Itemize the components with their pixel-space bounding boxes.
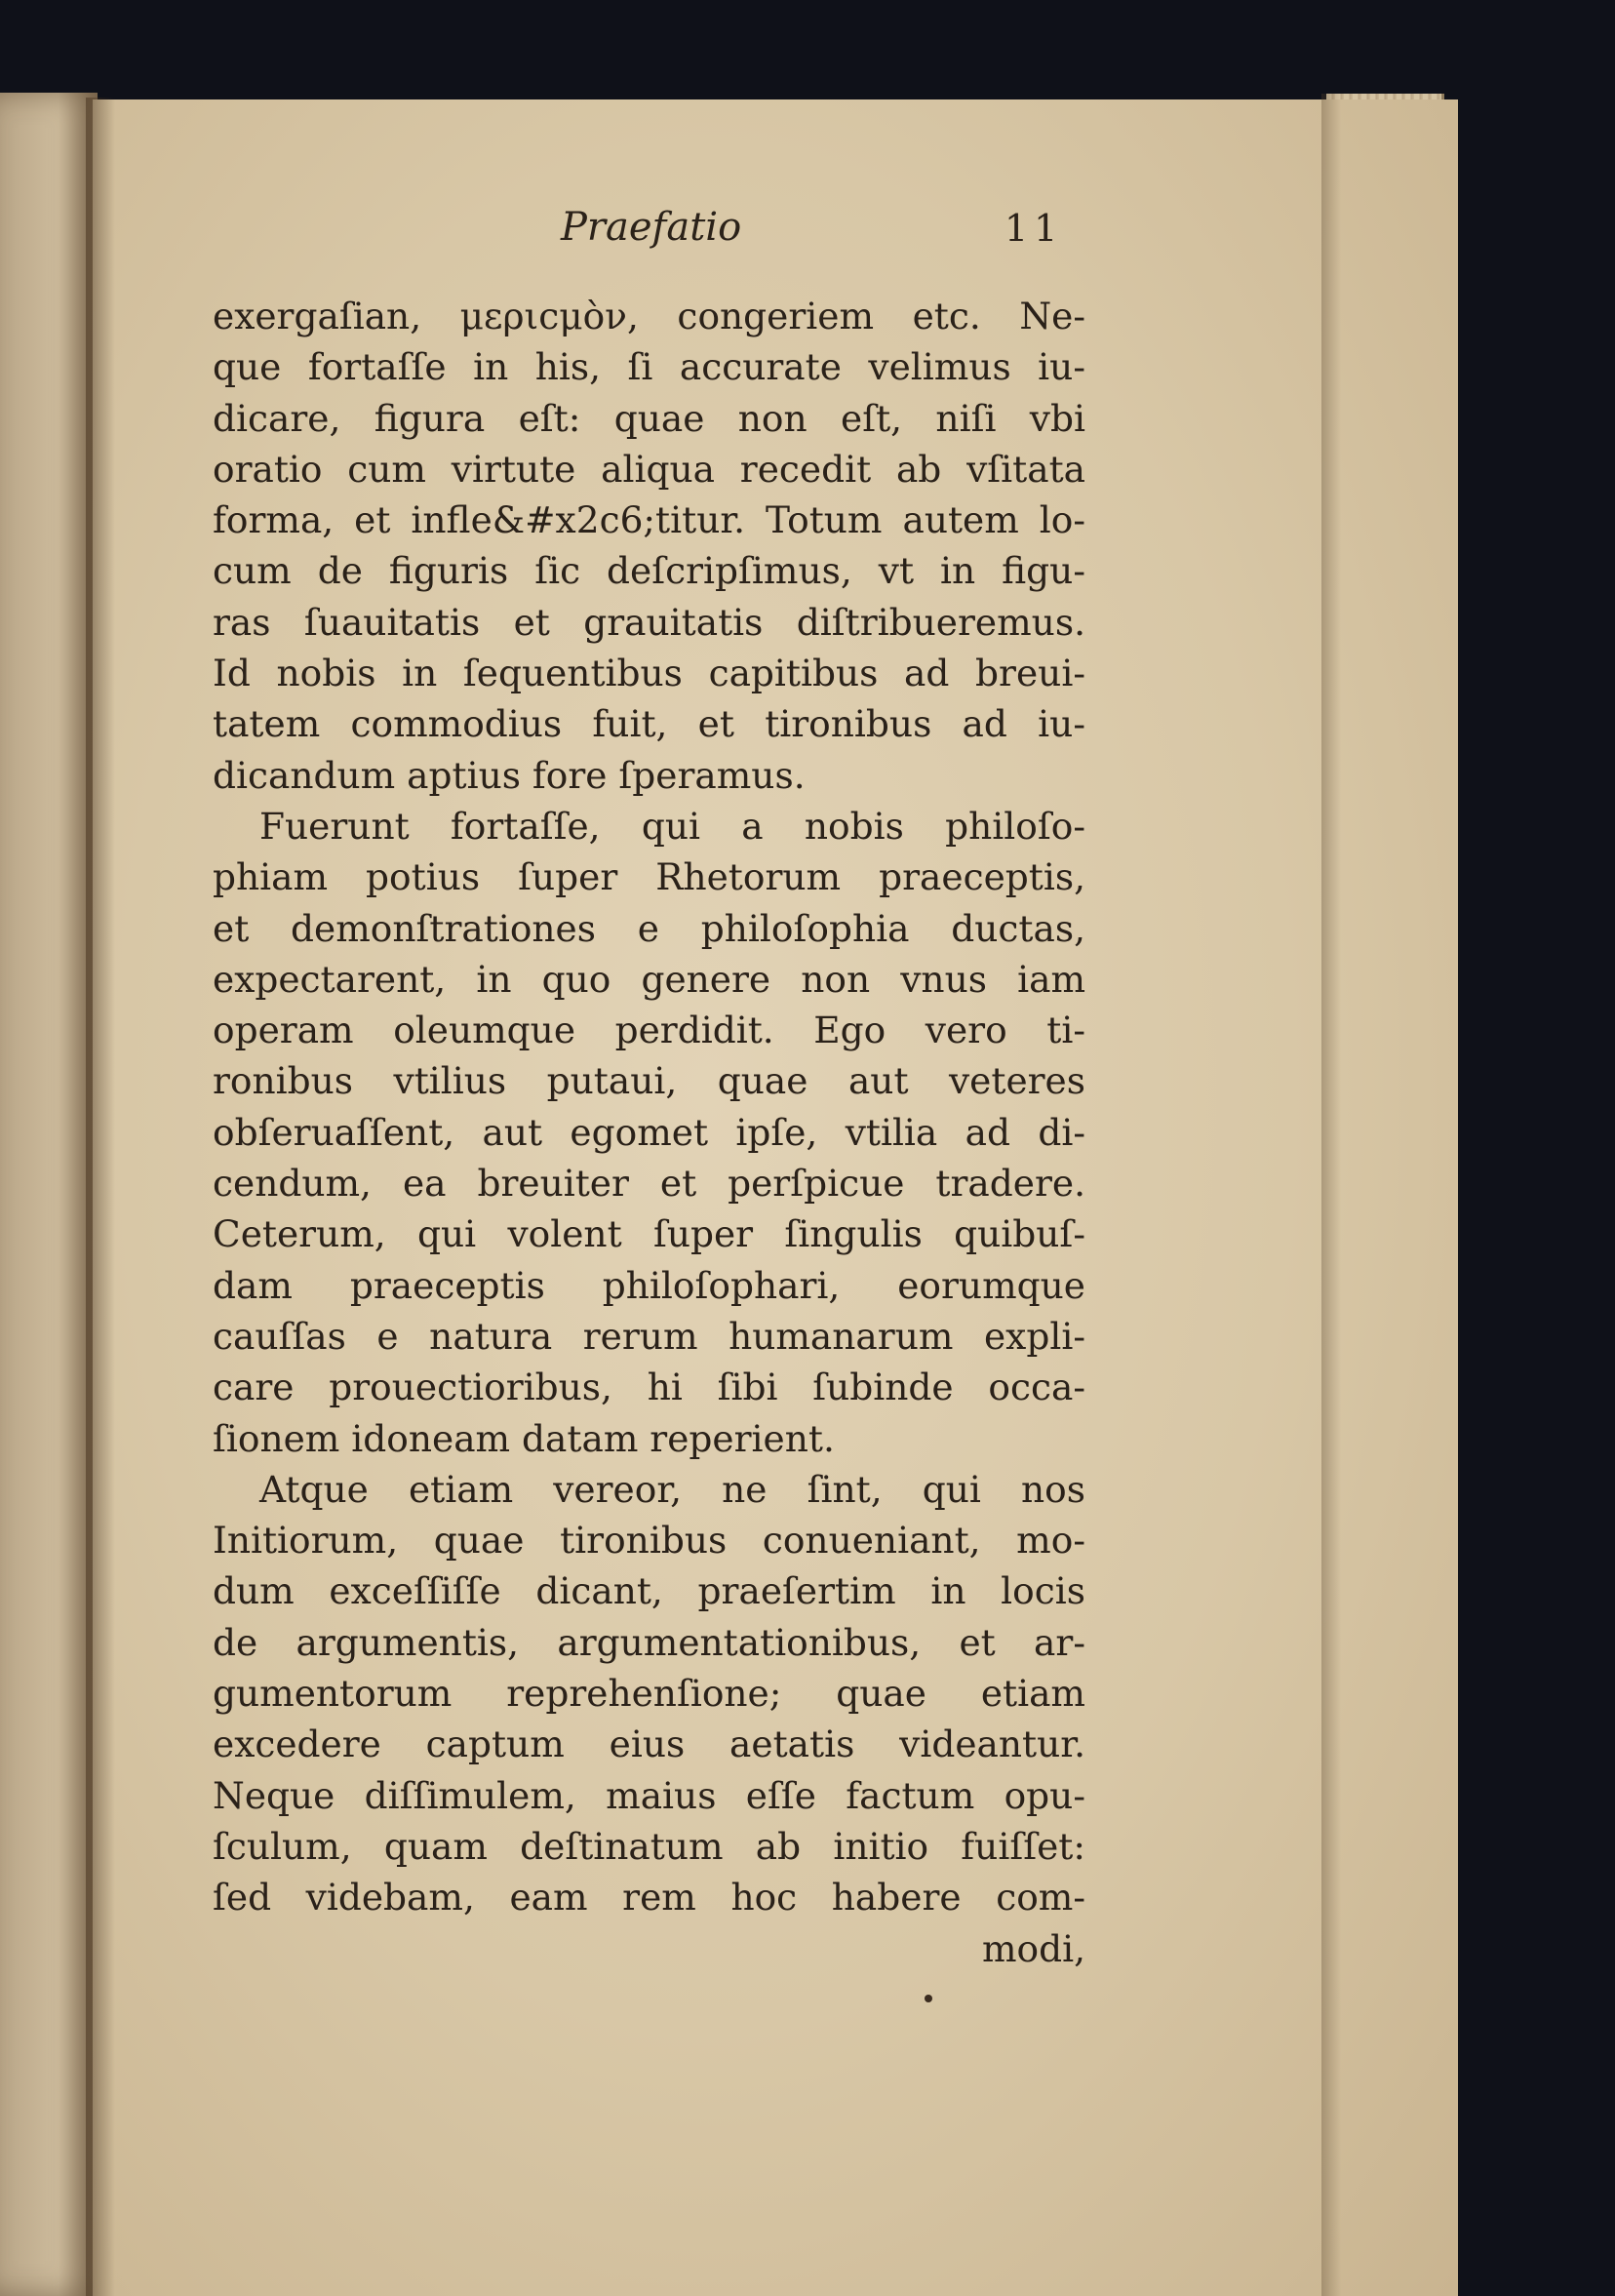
text-line: Neque diſſimulem, maius eſſe factum opu-: [213, 1773, 1085, 1817]
text-line: excedere captum eius aetatis videantur.: [213, 1722, 1085, 1766]
text-line: et demonſtrationes e philoſophia ductas,: [213, 906, 1085, 950]
verso-page-edge: [0, 93, 98, 2296]
page-number: 11: [1004, 207, 1064, 250]
text-line: dicare, figura eſt: quae non eſt, niſi vbi: [213, 396, 1085, 440]
text-line: cum de figuris ſic deſcripſimus, vt in figu-: [213, 549, 1085, 593]
text-line: Atque etiam vereor, ne ſint, qui nos: [259, 1467, 1085, 1511]
text-line: tatem commodius fuit, et tironibus ad iu-: [213, 702, 1085, 746]
text-line: dam praeceptis philoſophari, eorumque: [213, 1263, 1085, 1307]
text-line: cendum, ea breuiter et perſpicue tradere.: [213, 1162, 1085, 1206]
running-title: Praefatio: [561, 205, 742, 250]
text-line: ras ſuauitatis et grauitatis diſtribueremus.: [213, 600, 1085, 644]
ink-spot: [925, 1995, 932, 2002]
text-line: Initiorum, quae tironibus conueniant, mo-: [213, 1519, 1085, 1563]
text-line: obſeruaſſent, aut egomet ipſe, vtilia ad di-: [213, 1110, 1085, 1154]
text-line: gumentorum reprehenſione; quae etiam: [213, 1672, 1085, 1716]
body-text: [213, 291, 1085, 1974]
text-line: phiam potius ſuper Rhetorum praeceptis,: [213, 855, 1085, 899]
text-line: de argumentis, argumentationibus, et ar-: [213, 1620, 1085, 1664]
text-line: ronibus vtilius putaui, quae aut veteres: [213, 1059, 1085, 1103]
text-line: forma, et infle&#x2c6;titur. Totum autem lo-: [213, 498, 1085, 542]
text-line: cauſſas e natura rerum humanarum expli-: [213, 1314, 1085, 1358]
gutter-shadow: [86, 98, 115, 2296]
running-head: [0, 205, 1615, 263]
text-line: Id nobis in ſequentibus capitibus ad breui-: [213, 652, 1085, 695]
text-line: exergaſian, μεριϲμὸν, congeriem etc. Ne-: [213, 295, 1085, 337]
fore-edge-shadow: [1321, 94, 1341, 2296]
text-line: oratio cum virtute aliqua recedit ab vſitata: [213, 447, 1085, 491]
text-line: expectarent, in quo genere non vnus iam: [213, 957, 1085, 1001]
text-line: ſculum, quam deſtinatum ab initio fuiſſet:: [213, 1824, 1085, 1868]
text-line: operam oleumque perdidit. Ego vero ti-: [213, 1009, 1085, 1052]
text-line: dum exceſſiſſe dicant, praeſertim in locis: [213, 1569, 1085, 1613]
text-line: Ceterum, qui volent ſuper ſingulis quibuſ-: [213, 1212, 1085, 1256]
text-line: que fortaſſe in his, ſi accurate velimus iu-: [213, 345, 1085, 389]
catchword: modi,: [981, 1926, 1085, 1970]
text-line: Fuerunt fortaſſe, qui a nobis philoſo-: [259, 804, 1085, 848]
text-line: ſionem idoneam datam reperient.: [213, 1416, 835, 1460]
text-line: ſed videbam, eam rem hoc habere com-: [213, 1876, 1085, 1920]
text-line: dicandum aptius fore ſperamus.: [213, 753, 806, 797]
text-line: care prouectioribus, hi ſibi ſubinde occa-: [213, 1366, 1085, 1409]
